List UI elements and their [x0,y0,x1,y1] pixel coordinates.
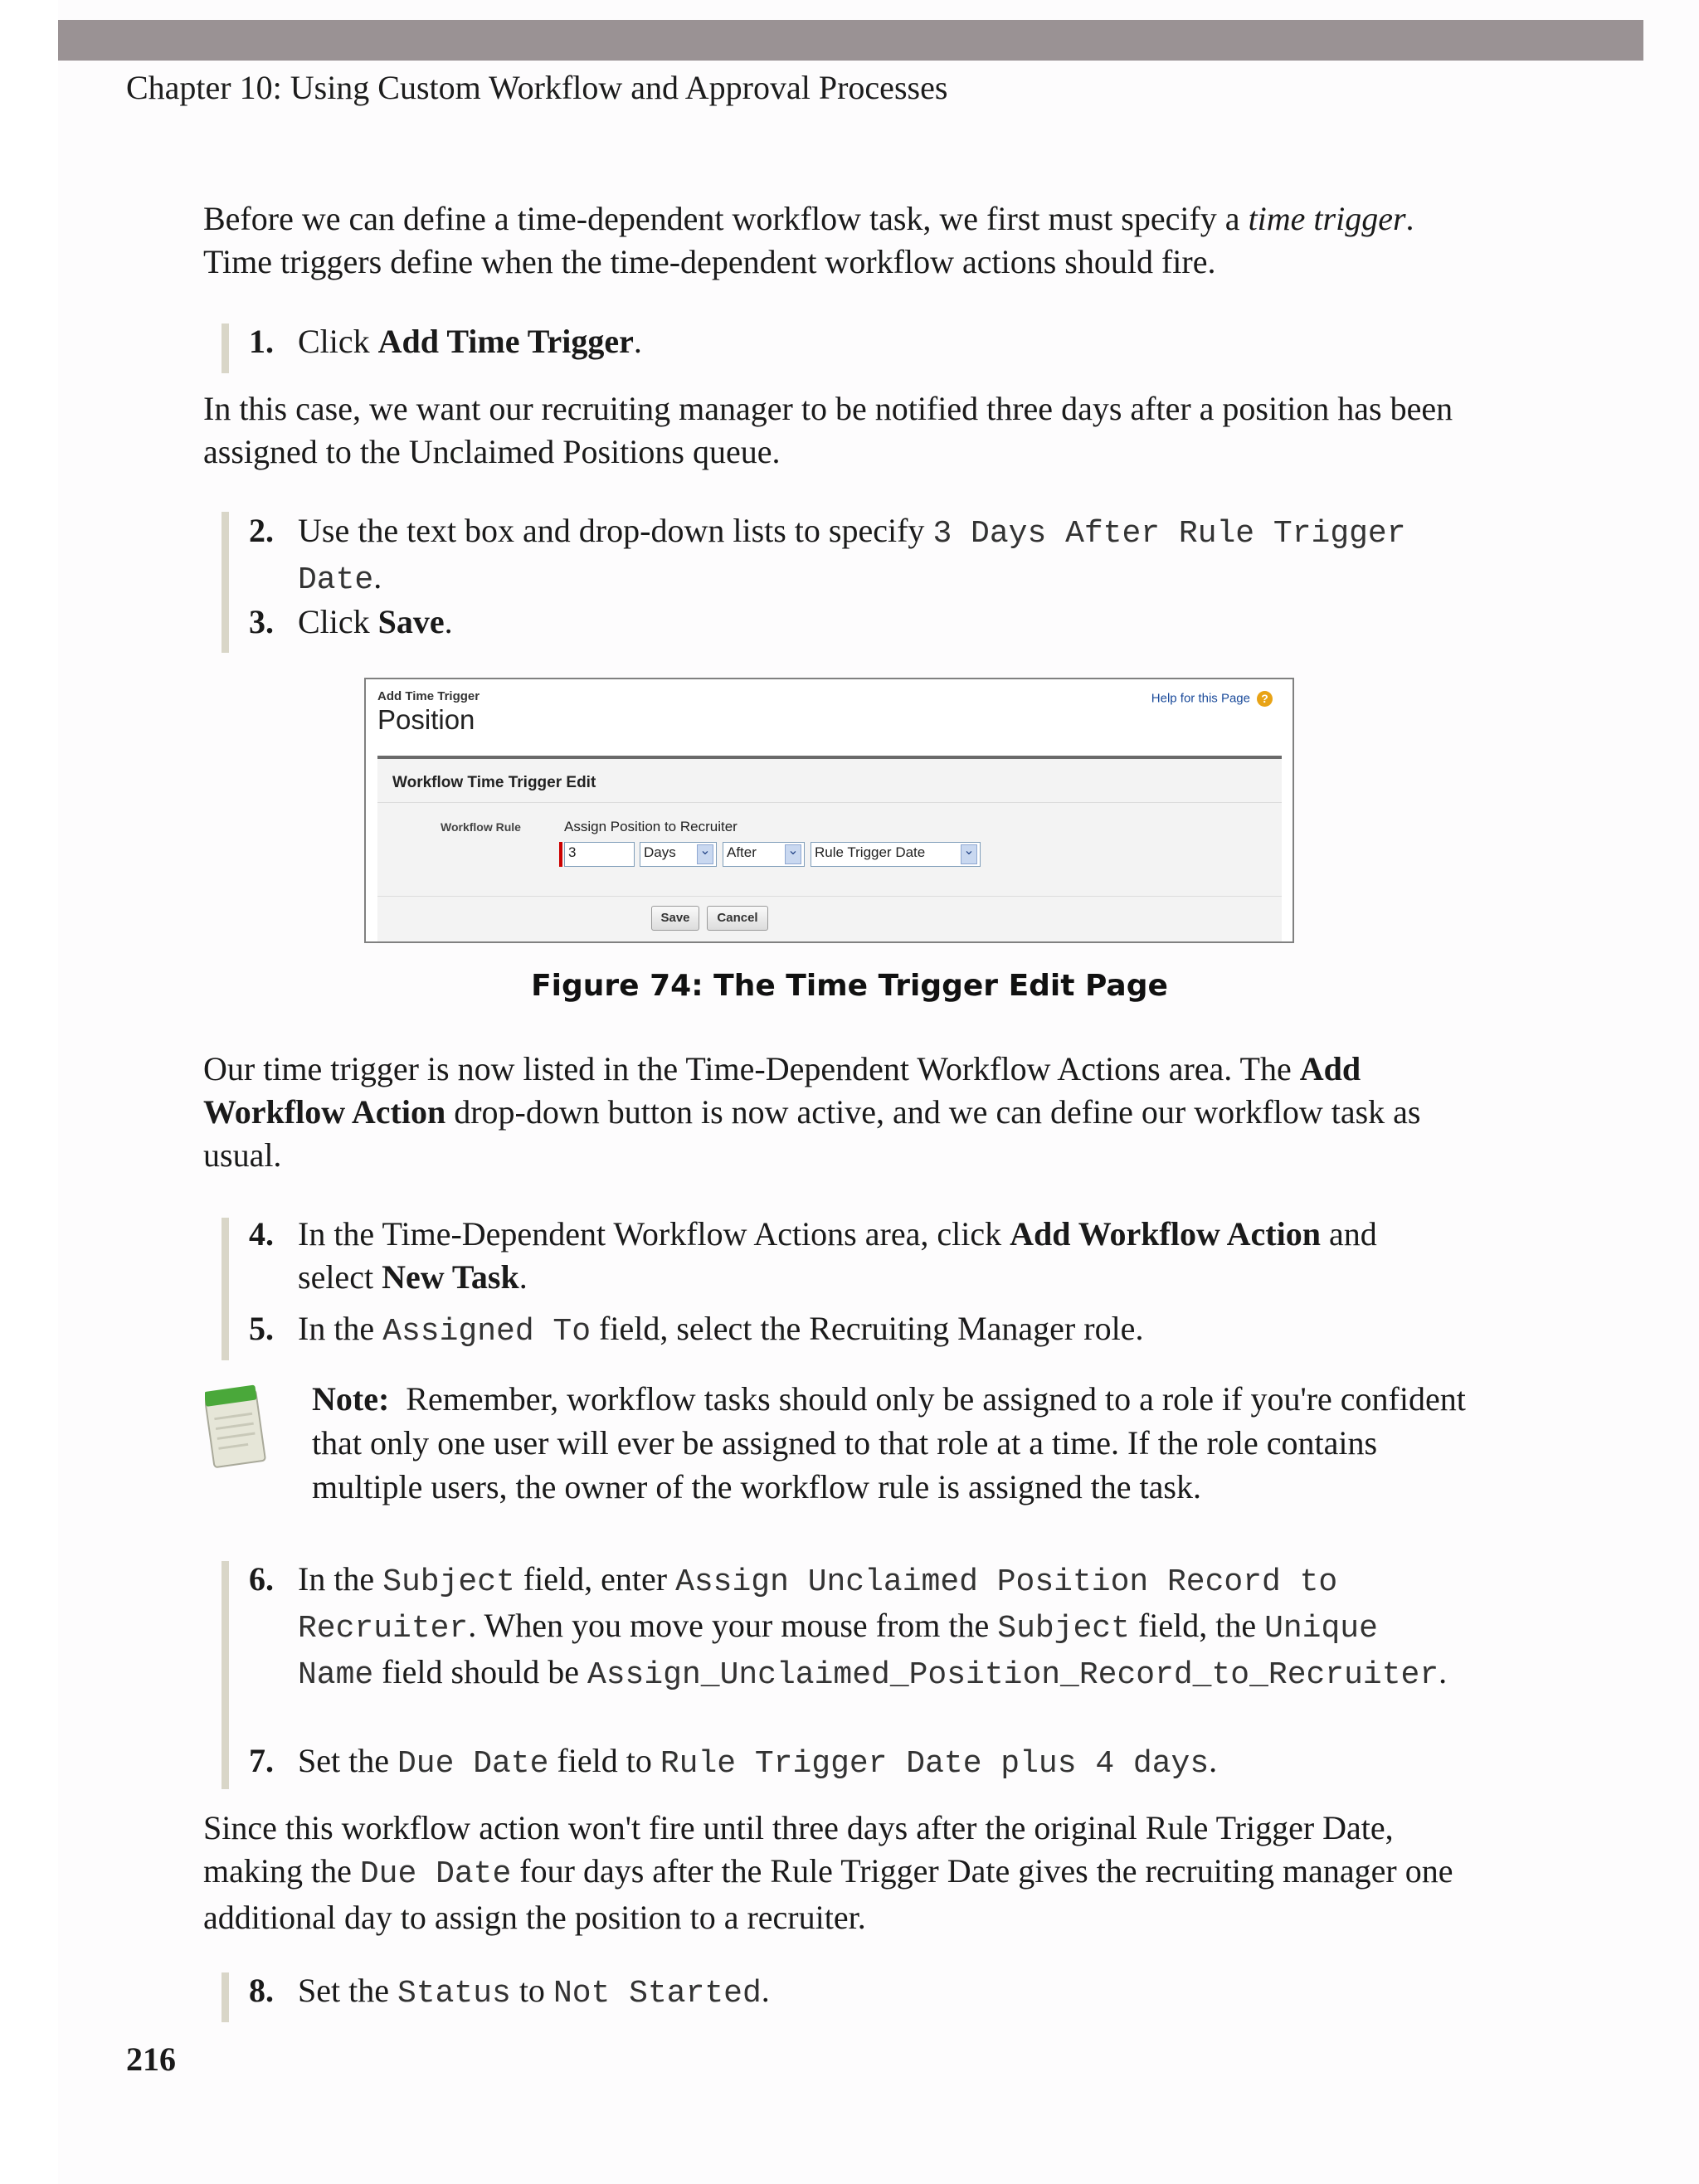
step-5: 5. In the Assigned To field, select the Recruiting Manager role. [249,1310,1144,1350]
required-indicator [559,842,562,867]
term-italic: time trigger [1248,200,1406,237]
page-number: 216 [126,2041,176,2078]
save-button[interactable]: Save [651,906,699,931]
notepad-icon [205,1383,270,1482]
step-8: 8. Set the Status to Not Started. [249,1972,770,2011]
intro-paragraph: Before we can define a time-dependent workflow task, we first must specify a time trigger. Time triggers define when the time-dependent workflow actions should fire. [203,200,1414,280]
step-1: 1. Click Add Time Trigger. [249,323,642,360]
edit-panel [377,756,1282,941]
cancel-button[interactable]: Cancel [707,906,768,931]
breadcrumb: Add Time Trigger [377,689,480,703]
step-bar [222,1218,229,1360]
time-trigger-screenshot [364,678,1294,943]
paragraph: Our time trigger is now listed in the Time-Dependent Workflow Actions area. The Add Workflow Action drop-down button is now active, and we can define our workflow task as usual. [203,1050,1421,1174]
unit-select[interactable]: Days ⌄ [640,842,717,867]
step-7: 7. Set the Due Date field to Rule Trigger Date plus 4 days. [249,1742,1218,1782]
workflow-rule-label: Workflow Rule [441,820,521,834]
step-bar [222,1972,229,2022]
step-6: 6. In the Subject field, enter Assign Unclaimed Position Record to Recruiter. When you move your mouse from the Subject field, the Unique Name field should be Assign_Unclaimed_Position_Record_to_Recruiter. [249,1560,1448,1693]
chapter-title: Chapter 10: Using Custom Workflow and Approval Processes [126,69,948,106]
divider [377,896,1282,897]
paragraph: Since this workflow action won't fire until three days after the original Rule Trigger Date, making the Due Date four days after the Rule Trigger Date gives the recruiting manager one additional day to assign the position to a recruiter. [203,1809,1453,1936]
figure-caption: Figure 74: The Time Trigger Edit Page [531,969,1168,1003]
step-bar [222,512,229,653]
panel-title: Workflow Time Trigger Edit [392,774,596,791]
step-bar [222,323,229,373]
help-link[interactable]: Help for this Page ? [1151,691,1273,707]
note-label: Note: [312,1380,390,1418]
header-bar [58,20,1643,61]
date-field-select[interactable]: Rule Trigger Date ⌄ [811,842,981,867]
direction-select[interactable]: After ⌄ [723,842,805,867]
workflow-rule-value: Assign Position to Recruiter [564,819,738,834]
step-bar [222,1561,229,1789]
paragraph: In this case, we want our recruiting manager to be notified three days after a position has been assigned to the Unclaimed Positions queue. [203,390,1453,470]
help-icon: ? [1257,691,1273,707]
page-title: Position [377,704,475,735]
step-4: 4. In the Time-Dependent Workflow Actions area, click Add Workflow Action and select New Task. [249,1215,1377,1296]
page-margin [0,0,58,2184]
step-2: 2. Use the text box and drop-down lists to specify 3 Days After Rule Trigger Date. [249,512,1406,598]
step-3: 3. Click Save. [249,603,453,640]
divider [377,802,1282,803]
note-text: Note: Remember, workflow tasks should only be assigned to a role if you're confident that only one user will ever be assigned to that role at a time. If the role contains multiple users, the owner of the workflow rule is assigned the task. [312,1380,1466,1505]
number-input[interactable]: 3 [564,842,635,867]
